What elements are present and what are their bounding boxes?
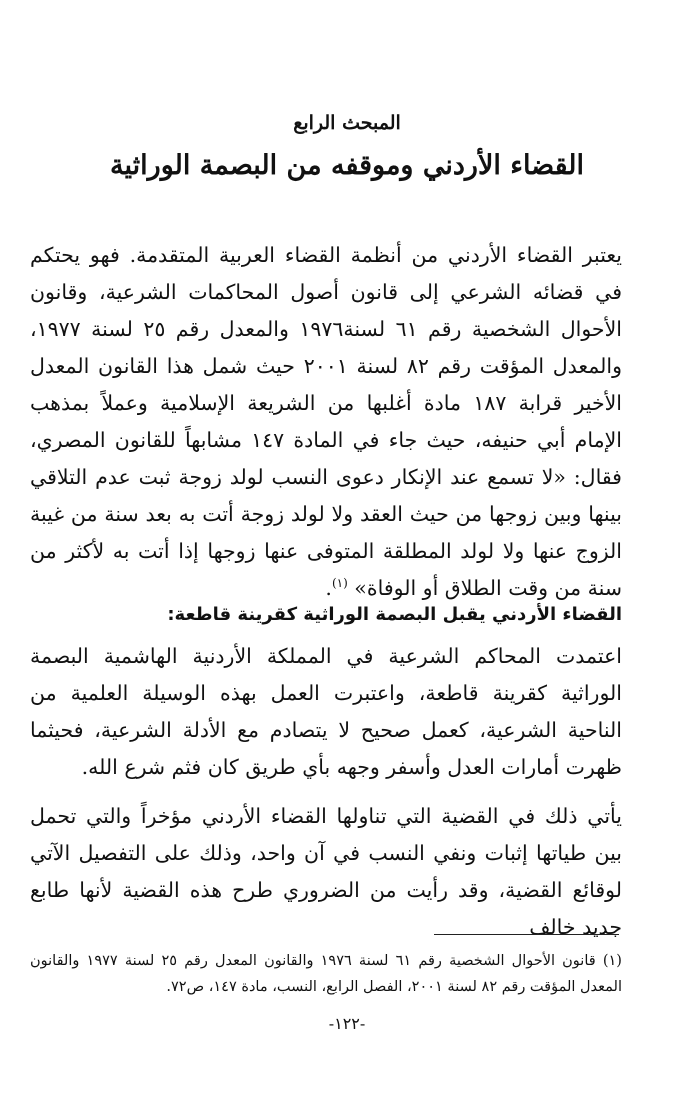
paragraph-case: يأتي ذلك في القضية التي تناولها القضاء الأردني مؤخراً والتي تحمل بين طياتها إثبات ونفي النسب في آن واحد، وذلك على التفصيل الآتي لوقائع القضية، وقد رأيت من الضروري طرح هذه القضية لأنها طابع جديد خالف bbox=[30, 804, 622, 939]
footnote-divider bbox=[434, 934, 619, 935]
footnote: (١) قانون الأحوال الشخصية رقم ٦١ لسنة ١٩٧٦ والقانون المعدل رقم ٢٥ لسنة ١٩٧٧ والقانون المعدل المؤقت رقم ٨٢ لسنة ٢٠٠١، الفصل الرابع، النسب، مادة ١٤٧، ص٧٢. bbox=[30, 953, 622, 995]
subheading: القضاء الأردني يقبل البصمة الوراثية كقرينة قاطعة: bbox=[167, 604, 622, 625]
footnote-reference: (١) bbox=[331, 576, 348, 591]
paragraph-intro: يعتبر القضاء الأردني من أنظمة القضاء العربية المتقدمة. فهو يحتكم في قضائه الشرعي إلى قانون أصول المحاكمات الشرعية، وقانون الأحوال الشخصية رقم ٦١ لسنة١٩٧٦ والمعدل رقم ٢٥ لسنة ١٩٧٧، والمعدل المؤقت رقم ٨٢ لسنة ٢٠٠١ حيث شمل هذا القانون المعدل الأخير قرابة ١٨٧ مادة أغلبها من الشريعة الإسلامية وعملاً بمذهب الإمام أبي حنيفه، حيث جاء في المادة ١٤٧ مشابهاً للقانون المصري، فقال: «لا تسمع عند الإنكار دعوى النسب لولد زوجة ثبت عدم التلاقي بينها وبين زوجها من حيث العقد ولا لولد زوجة أتت به بعد سنة من غيبة الزوج عنها ولا لولد المطلقة المتوفى عنها زوجها إذا أتت به لأكثر من سنة من وقت الطلاق أو الوفاة» $^{(١)}$. bbox=[30, 243, 623, 600]
page-number: -١٢٢- bbox=[328, 1014, 366, 1033]
paragraph-courts: اعتمدت المحاكم الشرعية في المملكة الأردنية الهاشمية البصمة الوراثية كقرينة قاطعة، واعتبرت العمل بهذه الوسيلة العلمية من الناحية الشرعية، كعمل صحيح لا يتصادم مع الأدلة الشرعية، فحيثما ظهرت أمارات العدل وأسفر وجهه بأي طريق كان فثم شرع الله. bbox=[30, 644, 622, 779]
paragraph-intro-text: يعتبر القضاء الأردني من أنظمة القضاء العربية المتقدمة. فهو يحتكم في قضائه الشرعي إلى قانون أصول المحاكمات الشرعية، وقانون الأحوال الشخصية رقم ٦١ لسنة١٩٧٦ والمعدل رقم ٢٥ لسنة ١٩٧٧، والمعدل المؤقت رقم ٨٢ لسنة ٢٠٠١ حيث شمل هذا القانون المعدل الأخير قرابة ١٨٧ مادة أغلبها من الشريعة الإسلامية وعملاً بمذهب الإمام أبي حنيفه، حيث جاء في المادة ١٤٧ مشابهاً للقانون المصري، فقال: «لا تسمع عند الإنكار دعوى النسب لولد زوجة ثبت عدم التلاقي بينها وبين زوجها من حيث العقد ولا لولد زوجة أتت به بعد سنة من غيبة الزوج عنها ولا لولد المطلقة المتوفى عنها زوجها إذا أتت به لأكثر من سنة من وقت الطلاق أو الوفاة» bbox=[30, 243, 623, 600]
section-label: المبحث الرابع bbox=[293, 112, 401, 134]
section-title: القضاء الأردني وموقفه من البصمة الوراثية bbox=[110, 150, 584, 181]
